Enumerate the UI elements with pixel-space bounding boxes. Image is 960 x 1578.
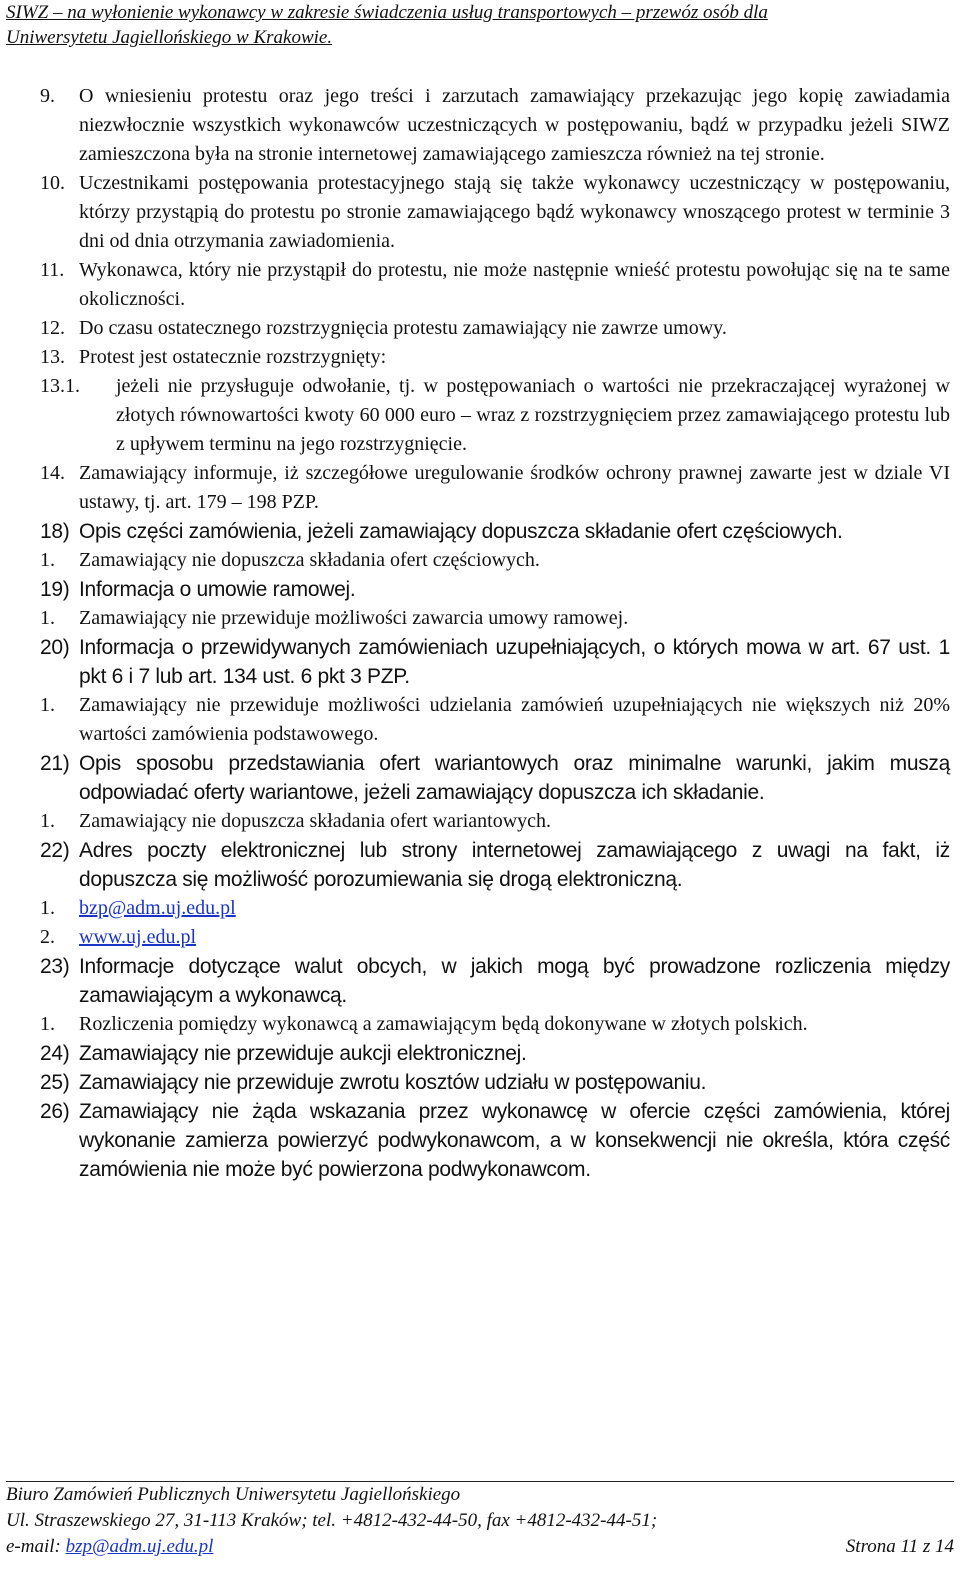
- list-item: [40, 604, 950, 633]
- item-text: O wniesieniu protestu oraz jego treści i zarzutach zamawiający przekazując jego kopię zawiadamia niezwłocznie wszystkich wykonawców uczestniczących w postępowaniu, bądź w przypadku jeżeli SIWZ zamieszczona była na stronie internetowej zamawiającego zamieszcza również na tej stronie.: [79, 85, 950, 165]
- website-link[interactable]: www.uj.edu.pl: [79, 926, 197, 948]
- section-title: Opis części zamówienia, jeżeli zamawiający dopuszcza składanie ofert częściowych.: [79, 520, 843, 543]
- item-number: 1.: [40, 1013, 55, 1035]
- list-item: [40, 894, 950, 923]
- item-text: Zamawiający nie dopuszcza składania ofert wariantowych.: [79, 810, 552, 832]
- item-number: 11.: [40, 259, 65, 281]
- section-title: Informacja o przewidywanych zamówieniach uzupełniających, o których mowa w art. 67 ust. 1 pkt 6 i 7 lub art. 134 ust. 6 pkt 3 PZP.: [79, 636, 950, 688]
- section-number: 23): [40, 955, 70, 978]
- footer-office: Biuro Zamówień Publicznych Uniwersytetu Jagiellońskiego: [6, 1484, 461, 1505]
- section-heading: [40, 1097, 950, 1184]
- item-text: Zamawiający nie przewiduje możliwości zawarcia umowy ramowej.: [79, 607, 629, 629]
- list-item: [40, 169, 950, 256]
- document-body: [40, 82, 950, 1184]
- item-number: 1.: [40, 810, 55, 832]
- list-item: [40, 343, 950, 372]
- section-title: Zamawiający nie przewiduje zwrotu kosztów udziału w postępowaniu.: [79, 1071, 707, 1094]
- page-header: [6, 0, 954, 50]
- item-number: 14.: [40, 462, 65, 484]
- list-item: [40, 314, 950, 343]
- item-number: 10.: [40, 172, 65, 194]
- item-text: Rozliczenia pomiędzy wykonawcą a zamawiającym będą dokonywane w złotych polskich.: [79, 1013, 808, 1035]
- list-item: [40, 923, 950, 952]
- section-number: 20): [40, 636, 70, 659]
- section-number: 21): [40, 752, 70, 775]
- list-item: [40, 372, 950, 459]
- section-title: Informacja o umowie ramowej.: [79, 578, 356, 601]
- page-footer: [6, 1481, 954, 1560]
- section-title: Informacje dotyczące walut obcych, w jakich mogą być prowadzone rozliczenia między zamawiającym a wykonawcą.: [79, 955, 950, 1007]
- header-line-2: Uniwersytetu Jagiellońskiego w Krakowie.: [6, 27, 333, 48]
- item-text: Wykonawca, który nie przystąpił do protestu, nie może następnie wnieść protestu powołując się na te same okoliczności.: [79, 259, 950, 310]
- section-number: 24): [40, 1042, 70, 1065]
- item-number: 1.: [40, 549, 55, 571]
- item-text: Zamawiający nie dopuszcza składania ofert częściowych.: [79, 549, 540, 571]
- section-heading: [40, 1039, 950, 1068]
- section-number: 19): [40, 578, 70, 601]
- section-heading: [40, 836, 950, 894]
- item-text: Zamawiający informuje, iż szczegółowe uregulowanie środków ochrony prawnej zawarte jest w dziale VI ustawy, tj. art. 179 – 198 PZP.: [79, 462, 950, 513]
- section-heading: [40, 1068, 950, 1097]
- list-item: [40, 691, 950, 749]
- section-heading: [40, 749, 950, 807]
- section-number: 25): [40, 1071, 70, 1094]
- list-item: [40, 807, 950, 836]
- item-text: Zamawiający nie przewiduje możliwości udzielania zamówień uzupełniających nie większych niż 20% wartości zamówienia podstawowego.: [79, 694, 950, 745]
- item-text: Uczestnikami postępowania protestacyjnego stają się także wykonawcy uczestniczący w postępowaniu, którzy przystąpią do protestu po stronie zamawiającego bądź wykonawcy wnoszącego protest w terminie 3 dni od dnia otrzymania zawiadomienia.: [79, 172, 950, 252]
- section-number: 26): [40, 1100, 70, 1123]
- section-title: Opis sposobu przedstawiania ofert wariantowych oraz minimalne warunki, jakim muszą odpowiadać oferty wariantowe, jeżeli zamawiający dopuszcza ich składanie.: [79, 752, 950, 804]
- list-item: [40, 256, 950, 314]
- item-text: jeżeli nie przysługuje odwołanie, tj. w postępowaniach o wartości nie przekraczającej wyrażonej w złotych równowartości kwoty 60 000 euro – wraz z rozstrzygnięciem przez zamawiającego protestu lub z upływem terminu na jego rozstrzygnięcie.: [116, 375, 950, 455]
- section-title: Adres poczty elektronicznej lub strony internetowej zamawiającego z uwagi na fakt, iż dopuszcza się możliwość porozumiewania się drogą elektroniczną.: [79, 839, 950, 891]
- list-item: [40, 1010, 950, 1039]
- page-number: Strona 11 z 14: [845, 1536, 954, 1557]
- section-title: Zamawiający nie przewiduje aukcji elektronicznej.: [79, 1042, 527, 1065]
- item-text: Protest jest ostatecznie rozstrzygnięty:: [79, 346, 387, 368]
- section-title: Zamawiający nie żąda wskazania przez wykonawcę w ofercie części zamówienia, której wykonanie zamierza powierzyć podwykonawcom, a w konsekwencji nie określa, która część zamówienia nie może być powierzona podwykonawcom.: [79, 1100, 950, 1181]
- item-number: 1.: [40, 897, 55, 919]
- list-item: [40, 82, 950, 169]
- section-heading: [40, 952, 950, 1010]
- item-number: 13.1.: [40, 375, 80, 397]
- list-item: [40, 546, 950, 575]
- item-text: Do czasu ostatecznego rozstrzygnięcia protestu zamawiający nie zawrze umowy.: [79, 317, 727, 339]
- footer-contact-row: [6, 1534, 954, 1560]
- item-number: 9.: [40, 85, 55, 107]
- header-line-1: SIWZ – na wyłonienie wykonawcy w zakresie świadczenia usług transportowych – przewóz osób dla: [6, 2, 768, 23]
- item-number: 1.: [40, 607, 55, 629]
- footer-address: Ul. Straszewskiego 27, 31-113 Kraków; tel. +4812-432-44-50, fax +4812-432-44-51;: [6, 1510, 658, 1531]
- section-number: 22): [40, 839, 70, 862]
- list-item: [40, 459, 950, 517]
- item-number: 12.: [40, 317, 65, 339]
- item-number: 1.: [40, 694, 55, 716]
- section-number: 18): [40, 520, 70, 543]
- section-heading: [40, 517, 950, 546]
- footer-email-link[interactable]: bzp@adm.uj.edu.pl: [65, 1536, 214, 1557]
- section-heading: [40, 633, 950, 691]
- section-heading: [40, 575, 950, 604]
- item-number: 13.: [40, 346, 65, 368]
- footer-email-label: e-mail:: [6, 1536, 61, 1557]
- email-link[interactable]: bzp@adm.uj.edu.pl: [79, 897, 236, 919]
- item-number: 2.: [40, 926, 55, 948]
